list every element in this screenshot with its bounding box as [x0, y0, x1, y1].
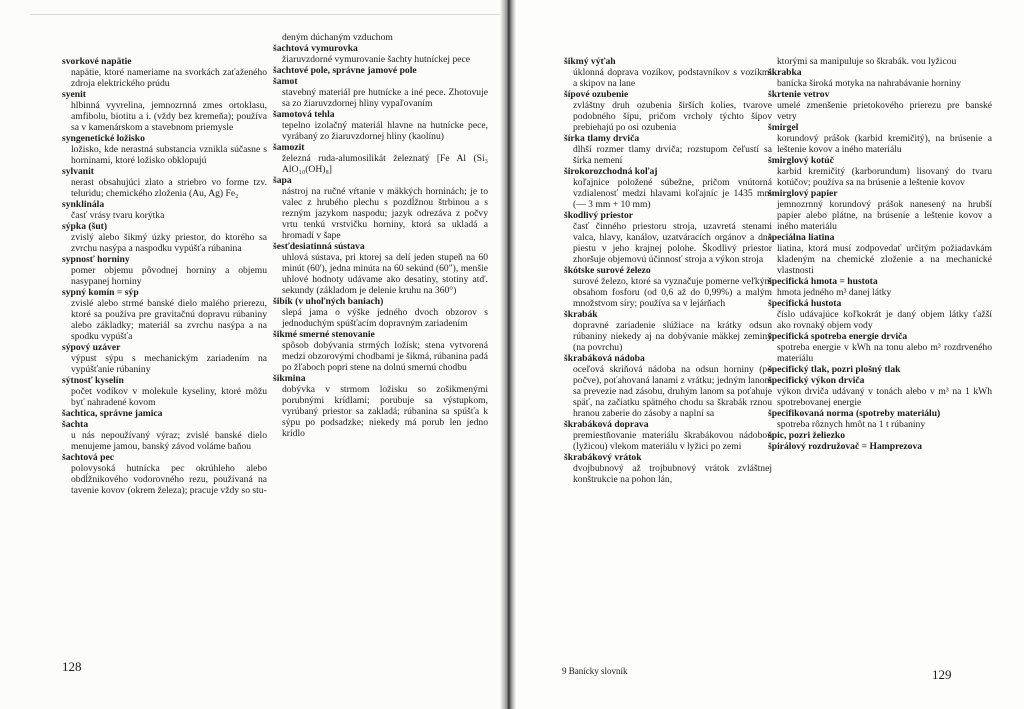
- entry-term: sýtnosť kyselín: [62, 375, 124, 386]
- entry-definition: premiestňovanie materiálu škrabákovou nádobou (lyžicou) vlekom materiálu v lyžici po zemi: [573, 430, 772, 452]
- entry-term: sýpka (šut): [62, 221, 108, 232]
- entry-definition: číslo udávajúce koľkokrát je daný objem látky ťažší ako rovnaký objem vody: [777, 309, 992, 331]
- dictionary-entry: [768, 56, 992, 67]
- left-page: [0, 0, 506, 709]
- dictionary-entry: [768, 430, 992, 441]
- entry-term: šikmina: [273, 373, 306, 384]
- entry-definition: zvláštny druh ozubenia širších kolies, tvarove podobného šípu, pričom vrcholy týchto šípov prebiehajú po osi ozubenia: [573, 100, 772, 133]
- dictionary-entry: [768, 375, 992, 408]
- entry-definition: stavebný materiál pre hutnícke a iné pece. Zhotovuje sa zo žiaruvzdornej hliny vypaľovaním: [282, 87, 488, 109]
- dictionary-entry: [768, 331, 992, 364]
- page-number: 129: [932, 667, 952, 682]
- entry-term: svorkové napätie: [62, 56, 132, 67]
- dictionary-entry: [768, 155, 992, 188]
- dictionary-entry: [768, 232, 992, 276]
- entry-definition: korundový prášok (karbid kremičitý), na brúsenie a leštenie kovov a iného materiálu: [777, 133, 992, 155]
- entry-definition: polovysoká hutnícka pec okrúhleho alebo obdĺžnikového vodorovného rezu, používaná na tavenie kovov (okrem železa); pracuje vždy so stu-: [71, 463, 267, 496]
- entry-definition: tepelno izolačný materiál hlavne na hutnícke pece, vyrábaný zo žiaruvzdornej hliny (kaolínu): [282, 120, 488, 142]
- entry-definition: dobývka v strmom ložisku so zošikmenými porubnými krídlami; porubuje sa výstupkom, vyrúbaný priestor sa zakladá; rúbanina sa spúšťa k sýpu po podsadzke; niekedy má porub len jedno krídlo: [282, 384, 488, 439]
- entry-term: sylvanit: [62, 166, 94, 177]
- dictionary-entry: [564, 89, 772, 133]
- entry-definition: banícka široká motyka na nahrabávanie horniny: [777, 78, 962, 89]
- dictionary-entry: [768, 276, 992, 298]
- entry-term: šikmé smerné stenovanie: [273, 329, 375, 340]
- entry-definition: zvislé alebo strmé banské dielo malého prierezu, ktoré sa používa pre gravitačnú dopravu rúbaniny alebo základky; materiál sa zvrchu nasýpa a na spodku vypúšťa: [71, 298, 267, 342]
- entry-definition: ložisko, kde nerastná substancia vznikla súčasne s horninami, ktoré ložisko obklopujú: [71, 144, 267, 166]
- entry-definition: umelé zmenšenie prietokového prierezu pre banské vetry: [777, 100, 992, 122]
- dictionary-entry: [62, 221, 267, 254]
- entry-term: sypný komín = sýp: [62, 287, 139, 298]
- book-gutter: [500, 0, 516, 709]
- entry-term: špeciálna liatina: [768, 232, 835, 243]
- dictionary-entry: [564, 133, 772, 166]
- entry-term: špecifická spotreba energie drviča: [768, 331, 908, 342]
- entry-term: škrabka: [768, 67, 802, 78]
- dictionary-entry: [62, 452, 267, 496]
- dictionary-entry: [564, 452, 772, 485]
- dictionary-entry: [273, 373, 488, 439]
- entry-term: špirálový rozdružovač = Hamprezova: [768, 441, 923, 452]
- dictionary-entry: [564, 265, 772, 309]
- entry-definition: dlhší rozmer tlamy drviča; rozstupom čeľustí sa šírka nemení: [573, 144, 772, 166]
- entry-definition: deným dúchaným vzduchom: [282, 32, 393, 43]
- entry-definition: železná ruda-alumosilikát železnatý [Fe Al (Si₃ AlO₁₀(OH)₈]: [282, 153, 488, 175]
- entry-term: škrabákový vrátok: [564, 452, 642, 463]
- entry-definition: spotreba rôznych hmôt na 1 t rúbaniny: [777, 419, 926, 430]
- dictionary-entry: [564, 166, 772, 210]
- entry-term: špecifikovaná norma (spotreby materiálu): [768, 408, 941, 419]
- entry-definition: liatina, ktorá musí zodpovedať určitým požiadavkám kladeným na chemické zloženie a na mechanické vlastnosti: [777, 243, 992, 276]
- entry-definition: nástroj na ručné vŕtanie v mäkkých horninách; je to valec z hrubého plechu s pozdĺžnou štrbinou a s rezným jazykom naspodu; jazyk odrezáva z počvy vrtu tenkú vrstvičku horniny, ktorá sa ukladá a hromadí v šape: [282, 186, 488, 241]
- page-number: 128: [62, 659, 82, 674]
- dictionary-entry: [62, 56, 267, 89]
- dictionary-entry: [564, 419, 772, 452]
- dictionary-entry: [768, 298, 992, 331]
- entry-term: šamot: [273, 76, 298, 87]
- dictionary-entry: [62, 342, 267, 375]
- entry-definition: pomer objemu pôvodnej horniny a objemu nasypanej horniny: [71, 265, 267, 287]
- dictionary-entry: [62, 419, 267, 452]
- dictionary-entry: [768, 188, 992, 232]
- dictionary-entry: [62, 133, 267, 166]
- entry-definition: výpust sýpu s mechanickým zariadením na vypúšťanie rúbaniny: [71, 353, 267, 375]
- dictionary-entry: [768, 67, 992, 89]
- dictionary-entry: [768, 89, 992, 122]
- entry-definition: u nás nepoužívaný výraz; zvislé banské dielo menujeme jamou, banský závod voláme baňou: [71, 430, 267, 452]
- dictionary-entry: [62, 89, 267, 133]
- dictionary-entry: [273, 296, 488, 329]
- entry-definition: hlbinná vyvrelina, jemnozrnná zmes ortoklasu, amfibolu, biotitu a i. (vždy bez kremeňa); používa sa v kamenárskom a stavebnom priemysle: [71, 100, 267, 133]
- entry-definition: spotreba energie v kWh na tonu alebo m³ rozdrveného materiálu: [777, 342, 992, 364]
- dictionary-entry: [564, 309, 772, 353]
- entry-term: šachtová pec: [62, 452, 114, 463]
- entry-definition: časť vrásy tvaru korýtka: [71, 210, 165, 221]
- dictionary-entry: [273, 142, 488, 175]
- entry-term: špecifický tlak, pozri plošný tlak: [768, 364, 901, 375]
- entry-definition: výkon drviča udávaný v tonách alebo v m³ na 1 kWh spotrebovanej energie: [777, 386, 992, 408]
- dictionary-entry: [273, 329, 488, 373]
- entry-term: syenit: [62, 89, 86, 100]
- entry-term: synklinála: [62, 199, 105, 210]
- entry-term: širokorozchodná koľaj: [564, 166, 658, 177]
- entry-definition: časť činného priestoru stroja, uzavretá stenami valca, hlavy, kanálov, uzatváracích orgánov a dna piestu v jeho krajnej polohe. Škodlivý priestor zhoršuje objemovú účinnosť stroja a výkon stroja: [573, 221, 772, 265]
- entry-definition: jemnozrnný korundový prášok nanesený na hrubší papier alebo plátne, na brúsenie a leštenie kovov a iného materiálu: [777, 199, 992, 232]
- entry-definition: spôsob dobývania strmých ložísk; stena vytvorená medzi obzorovými chodbami je šikmá, rúbanina padá po žľaboch popri stene na dolnú smernú chodbu: [282, 340, 488, 373]
- entry-term: škrabáková nádoba: [564, 353, 645, 364]
- page-footer: 9 Banícky slovník: [562, 666, 628, 676]
- entry-term: škrabáková doprava: [564, 419, 649, 430]
- entry-term: škrtenie vetrov: [768, 89, 830, 100]
- dictionary-entry: [62, 375, 267, 408]
- dictionary-entry: [768, 122, 992, 155]
- dictionary-entry: [564, 56, 772, 89]
- entry-definition: oceľová skriňová nádoba na odsun horniny (po počve), poťahovaná lanami z vrátku; jedným lanom sa prevezie nad zásobu, druhým lanom sa poťahuje späť, na začiatku spätného chodu sa škrabák rznou hranou zaberie do zásoby a naplní sa: [573, 364, 772, 419]
- dictionary-entry: [62, 199, 267, 221]
- entry-definition: žiaruvzdorné vymurovanie šachty hutníckej pece: [282, 54, 471, 65]
- entry-term: špic, pozri želiezko: [768, 430, 845, 441]
- dictionary-entry: [273, 32, 488, 43]
- entry-term: šesťdesiatinná sústava: [273, 241, 365, 252]
- dictionary-entry: [273, 175, 488, 241]
- entry-definition: dvojbubnový až trojbubnový vrátok zvláštnej konštrukcie na pohon lán,: [573, 463, 772, 485]
- dictionary-entry: [62, 166, 267, 199]
- entry-definition: karbid kremičitý (karborundum) lisovaný do tvaru kotúčov; používa sa na brúsenie a leštenie kovov: [777, 166, 992, 188]
- dictionary-entry: [564, 353, 772, 419]
- entry-term: šachtové pole, správne jamové pole: [273, 65, 417, 76]
- entry-term: šapa: [273, 175, 292, 186]
- dictionary-entry: [768, 441, 992, 452]
- entry-term: sýpový uzáver: [62, 342, 121, 353]
- entry-definition: surové železo, ktoré sa vyznačuje pomerne veľkým obsahom fosforu (od 0,6 až do 0,99%) a malým množstvom síry; používa sa v lejárňach: [573, 276, 772, 309]
- entry-term: škótske surové železo: [564, 265, 651, 276]
- entry-term: syngenetické ložisko: [62, 133, 145, 144]
- dictionary-column-2: [273, 32, 488, 439]
- dictionary-entry: [62, 254, 267, 287]
- entry-term: špecifická hustota: [768, 298, 842, 309]
- entry-term: špecifická hmota = hustota: [768, 276, 878, 287]
- entry-definition: počet vodíkov v molekule kyseliny, ktoré môžu byť nahradené kovom: [71, 386, 267, 408]
- dictionary-column-1: [62, 56, 267, 496]
- entry-term: šamozit: [273, 142, 305, 153]
- dictionary-entry: [768, 364, 992, 375]
- dictionary-entry: [62, 287, 267, 342]
- dictionary-entry: [768, 408, 992, 430]
- dictionary-column-3: [564, 56, 772, 485]
- entry-definition: koľajnice položené súbežne, pričom vnútorná vzdialenosť medzi hlavami koľajníc je 1435 mm (— 3 mm + 10 mm): [573, 177, 772, 210]
- entry-term: sypnosť horniny: [62, 254, 130, 265]
- dictionary-entry: [62, 408, 267, 419]
- entry-definition: napätie, ktoré nameriame na svorkách zaťaženého zdroja elektrického prúdu: [71, 67, 267, 89]
- dictionary-entry: [273, 76, 488, 109]
- entry-term: šamotová tehla: [273, 109, 335, 120]
- entry-definition: slepá jama o výške jedného dvoch obzorov s jednoduchým spúšťacím dopravným zariadením: [282, 307, 488, 329]
- dictionary-column-4: [768, 56, 992, 452]
- entry-term: šmirglový kotúč: [768, 155, 834, 166]
- entry-definition: nerast obsahujúci zlato a striebro vo forme tzv. teluridu; chemického zloženia (Au, Ag) Fe₂: [71, 177, 267, 199]
- dictionary-entry: [273, 241, 488, 296]
- entry-term: šikmý výťah: [564, 56, 616, 67]
- entry-definition: ktorými sa manipuluje so škrabák. vou lyžicou: [777, 56, 957, 67]
- dictionary-entry: [273, 65, 488, 76]
- entry-term: šípové ozubenie: [564, 89, 629, 100]
- entry-term: šachta: [62, 419, 89, 430]
- entry-term: šmirgel: [768, 122, 799, 133]
- dictionary-entry: [273, 109, 488, 142]
- page-edge-line: [30, 14, 500, 15]
- entry-definition: uhlová sústava, pri ktorej sa delí jeden stupeň na 60 minút (60'), jedna minúta na 60 sekúnd (60"), menšie uhlové hodnoty udávame ako desatiny, stotiny atď. sekundy (základom je delenie kruhu na 360°): [282, 252, 488, 296]
- entry-term: šmirglový papier: [768, 188, 838, 199]
- entry-term: šibík (v uhoľných baniach): [273, 296, 384, 307]
- entry-definition: hmota jedného m³ danej látky: [777, 287, 892, 298]
- dictionary-entry: [564, 210, 772, 265]
- entry-definition: dopravné zariadenie slúžiace na krátky odsun rúbaniny niekedy aj na dobývanie mäkkej zeminy (na povrchu): [573, 320, 772, 353]
- entry-term: škodlivý priestor: [564, 210, 634, 221]
- entry-term: šachtová vymurovka: [273, 43, 358, 54]
- entry-term: šírka tlamy drviča: [564, 133, 640, 144]
- entry-term: špecifický výkon drviča: [768, 375, 865, 386]
- entry-term: škrabák: [564, 309, 598, 320]
- dictionary-entry: [273, 43, 488, 65]
- entry-term: šachtica, správne jamica: [62, 408, 163, 419]
- entry-definition: zvislý alebo šikmý úzky priestor, do ktorého sa zvrchu nasýpa a naspodku vypúšťa rúbanina: [71, 232, 267, 254]
- entry-definition: úklonná doprava vozíkov, podstavníkov s vozíkmi a skipov na lane: [573, 67, 772, 89]
